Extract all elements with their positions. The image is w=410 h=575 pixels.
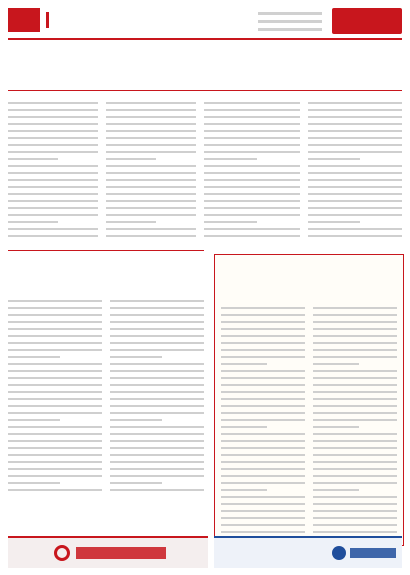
text-line: [110, 419, 162, 421]
text-line: [8, 116, 98, 118]
text-line: [308, 158, 360, 160]
bank-logo-icon: [332, 546, 346, 560]
text-line: [204, 116, 300, 118]
text-line: [110, 328, 204, 330]
text-line: [106, 214, 196, 216]
text-line: [8, 123, 98, 125]
text-line: [106, 207, 196, 209]
text-line: [221, 405, 305, 407]
text-line: [8, 363, 102, 365]
text-line: [221, 461, 305, 463]
text-line: [308, 214, 402, 216]
masthead-rule: [8, 38, 402, 40]
text-line: [313, 468, 397, 470]
text-line: [313, 384, 397, 386]
text-line: [8, 151, 98, 153]
text-line: [221, 475, 305, 477]
text-line: [8, 307, 102, 309]
text-line: [204, 130, 300, 132]
text-line: [313, 335, 397, 337]
text-line: [8, 228, 98, 230]
text-line: [8, 412, 102, 414]
text-line: [221, 328, 305, 330]
article-title: [219, 261, 399, 297]
text-line: [313, 517, 397, 519]
headline: [8, 54, 402, 84]
text-line: [8, 144, 98, 146]
text-line: [308, 207, 402, 209]
text-line: [8, 321, 102, 323]
text-line: [204, 123, 300, 125]
text-line: [8, 426, 102, 428]
text-line: [308, 144, 402, 146]
text-line: [8, 342, 102, 344]
text-line: [106, 172, 196, 174]
text-line: [8, 207, 98, 209]
text-line: [221, 363, 267, 365]
text-line: [221, 321, 305, 323]
text-line: [308, 123, 402, 125]
text-line: [313, 524, 397, 526]
text-line: [110, 370, 204, 372]
text-line: [221, 489, 267, 491]
text-line: [313, 377, 397, 379]
text-line: [313, 510, 397, 512]
text-line: [110, 482, 162, 484]
text-line: [308, 102, 402, 104]
text-line: [110, 321, 204, 323]
brand-logo: [332, 8, 402, 34]
text-line: [308, 235, 402, 237]
text-line: [8, 158, 58, 160]
text-line: [313, 419, 397, 421]
text-column: [221, 305, 305, 537]
text-column: [204, 100, 300, 240]
text-line: [110, 475, 204, 477]
text-line: [221, 349, 305, 351]
text-line: [313, 489, 359, 491]
text-line: [8, 214, 98, 216]
text-column: [106, 100, 196, 240]
text-line: [106, 144, 196, 146]
text-line: [204, 151, 300, 153]
text-line: [110, 440, 204, 442]
headline-block: [8, 50, 402, 91]
text-line: [313, 440, 397, 442]
text-line: [110, 307, 204, 309]
text-line: [110, 391, 204, 393]
text-line: [110, 405, 204, 407]
text-line: [8, 384, 102, 386]
text-line: [221, 342, 305, 344]
text-line: [106, 200, 196, 202]
masthead: [8, 6, 402, 40]
text-line: [308, 137, 402, 139]
text-line: [313, 356, 397, 358]
text-line: [106, 130, 196, 132]
text-line: [313, 454, 397, 456]
text-line: [313, 314, 397, 316]
text-line: [221, 440, 305, 442]
text-line: [308, 200, 402, 202]
text-line: [8, 130, 98, 132]
text-line: [221, 517, 305, 519]
text-line: [204, 158, 257, 160]
text-line: [106, 123, 196, 125]
text-line: [204, 172, 300, 174]
text-line: [8, 221, 58, 223]
text-line: [221, 482, 305, 484]
issue-line: [258, 28, 322, 31]
text-line: [8, 461, 102, 463]
text-line: [8, 391, 102, 393]
article-rule: [8, 250, 204, 251]
text-line: [221, 370, 305, 372]
text-line: [308, 186, 402, 188]
text-line: [110, 447, 204, 449]
text-line: [313, 496, 397, 498]
text-line: [313, 447, 397, 449]
text-line: [221, 398, 305, 400]
text-line: [106, 228, 196, 230]
issue-line: [258, 20, 322, 23]
text-column: [110, 298, 204, 498]
text-line: [8, 475, 102, 477]
text-line: [313, 398, 397, 400]
text-line: [106, 193, 196, 195]
text-line: [204, 235, 300, 237]
text-line: [308, 228, 402, 230]
text-line: [8, 356, 60, 358]
text-line: [221, 307, 305, 309]
text-line: [308, 172, 402, 174]
text-line: [8, 172, 98, 174]
text-line: [221, 503, 305, 505]
text-line: [8, 200, 98, 202]
text-line: [308, 165, 402, 167]
text-line: [8, 314, 102, 316]
text-line: [221, 356, 305, 358]
section-label: [46, 12, 101, 28]
text-line: [221, 468, 305, 470]
text-line: [221, 314, 305, 316]
text-line: [308, 130, 402, 132]
text-line: [8, 137, 98, 139]
article-block: [8, 250, 204, 500]
text-line: [106, 221, 156, 223]
text-line: [204, 137, 300, 139]
text-line: [221, 447, 305, 449]
text-line: [110, 335, 204, 337]
text-line: [308, 109, 402, 111]
text-line: [8, 405, 102, 407]
text-line: [204, 179, 300, 181]
text-line: [204, 228, 300, 230]
text-line: [313, 370, 397, 372]
text-line: [106, 179, 196, 181]
article-box: [214, 254, 404, 546]
text-line: [313, 405, 397, 407]
text-line: [106, 102, 196, 104]
text-line: [110, 398, 204, 400]
text-line: [313, 433, 397, 435]
text-line: [106, 151, 196, 153]
text-line: [8, 482, 60, 484]
text-line: [110, 412, 204, 414]
text-line: [221, 377, 305, 379]
text-line: [221, 454, 305, 456]
text-line: [8, 235, 98, 237]
text-column: [8, 298, 102, 498]
text-line: [204, 144, 300, 146]
text-line: [8, 398, 102, 400]
text-line: [110, 433, 204, 435]
text-column: [8, 100, 98, 240]
text-line: [221, 524, 305, 526]
text-line: [106, 116, 196, 118]
text-column: [308, 100, 402, 240]
text-line: [110, 356, 162, 358]
text-line: [8, 468, 102, 470]
text-line: [110, 314, 204, 316]
text-line: [106, 186, 196, 188]
text-line: [8, 349, 102, 351]
text-line: [110, 300, 204, 302]
text-line: [308, 193, 402, 195]
text-line: [313, 321, 397, 323]
text-line: [308, 151, 402, 153]
text-line: [221, 433, 305, 435]
bank-name: [76, 547, 166, 559]
text-line: [313, 342, 397, 344]
text-line: [313, 328, 397, 330]
text-line: [8, 165, 98, 167]
text-line: [221, 419, 305, 421]
text-line: [8, 447, 102, 449]
text-line: [8, 377, 102, 379]
text-line: [313, 503, 397, 505]
text-line: [8, 186, 98, 188]
text-line: [308, 179, 402, 181]
text-line: [8, 193, 98, 195]
text-line: [204, 207, 300, 209]
text-line: [221, 335, 305, 337]
text-line: [110, 377, 204, 379]
text-line: [8, 370, 102, 372]
text-line: [8, 440, 102, 442]
text-line: [8, 300, 102, 302]
text-line: [204, 214, 300, 216]
text-line: [221, 510, 305, 512]
text-line: [313, 475, 397, 477]
text-line: [313, 426, 359, 428]
text-line: [110, 426, 204, 428]
text-line: [204, 109, 300, 111]
bank-logo-icon: [54, 545, 70, 561]
text-line: [106, 165, 196, 167]
text-line: [204, 221, 257, 223]
text-line: [110, 342, 204, 344]
text-line: [308, 116, 402, 118]
text-line: [221, 531, 305, 533]
text-line: [106, 158, 156, 160]
text-line: [110, 468, 204, 470]
text-line: [106, 235, 196, 237]
text-line: [221, 412, 305, 414]
text-line: [313, 307, 397, 309]
text-line: [8, 454, 102, 456]
text-line: [308, 221, 360, 223]
text-line: [110, 363, 204, 365]
text-line: [313, 349, 397, 351]
text-line: [313, 363, 359, 365]
bank-advertisement: [214, 536, 402, 568]
text-line: [106, 137, 196, 139]
text-line: [221, 391, 305, 393]
text-line: [110, 384, 204, 386]
text-line: [313, 531, 397, 533]
text-line: [313, 412, 397, 414]
text-line: [110, 489, 204, 491]
bank-name: [350, 548, 396, 558]
text-line: [204, 200, 300, 202]
text-line: [204, 102, 300, 104]
text-line: [8, 179, 98, 181]
text-line: [8, 102, 98, 104]
text-line: [8, 335, 102, 337]
text-line: [313, 482, 397, 484]
text-line: [106, 109, 196, 111]
issue-info: [258, 10, 328, 34]
text-line: [8, 433, 102, 435]
text-line: [204, 186, 300, 188]
text-line: [110, 461, 204, 463]
text-line: [8, 419, 60, 421]
article-title: [8, 258, 204, 292]
text-line: [221, 426, 267, 428]
text-line: [110, 454, 204, 456]
issue-line: [258, 12, 322, 15]
text-line: [110, 349, 204, 351]
text-line: [204, 165, 300, 167]
page-number: [8, 8, 40, 32]
text-column: [313, 305, 397, 537]
text-line: [8, 489, 102, 491]
text-line: [313, 391, 397, 393]
text-line: [221, 384, 305, 386]
bank-advertisement: [8, 536, 208, 568]
text-line: [221, 496, 305, 498]
text-line: [204, 193, 300, 195]
text-line: [8, 109, 98, 111]
text-line: [8, 328, 102, 330]
text-line: [313, 461, 397, 463]
